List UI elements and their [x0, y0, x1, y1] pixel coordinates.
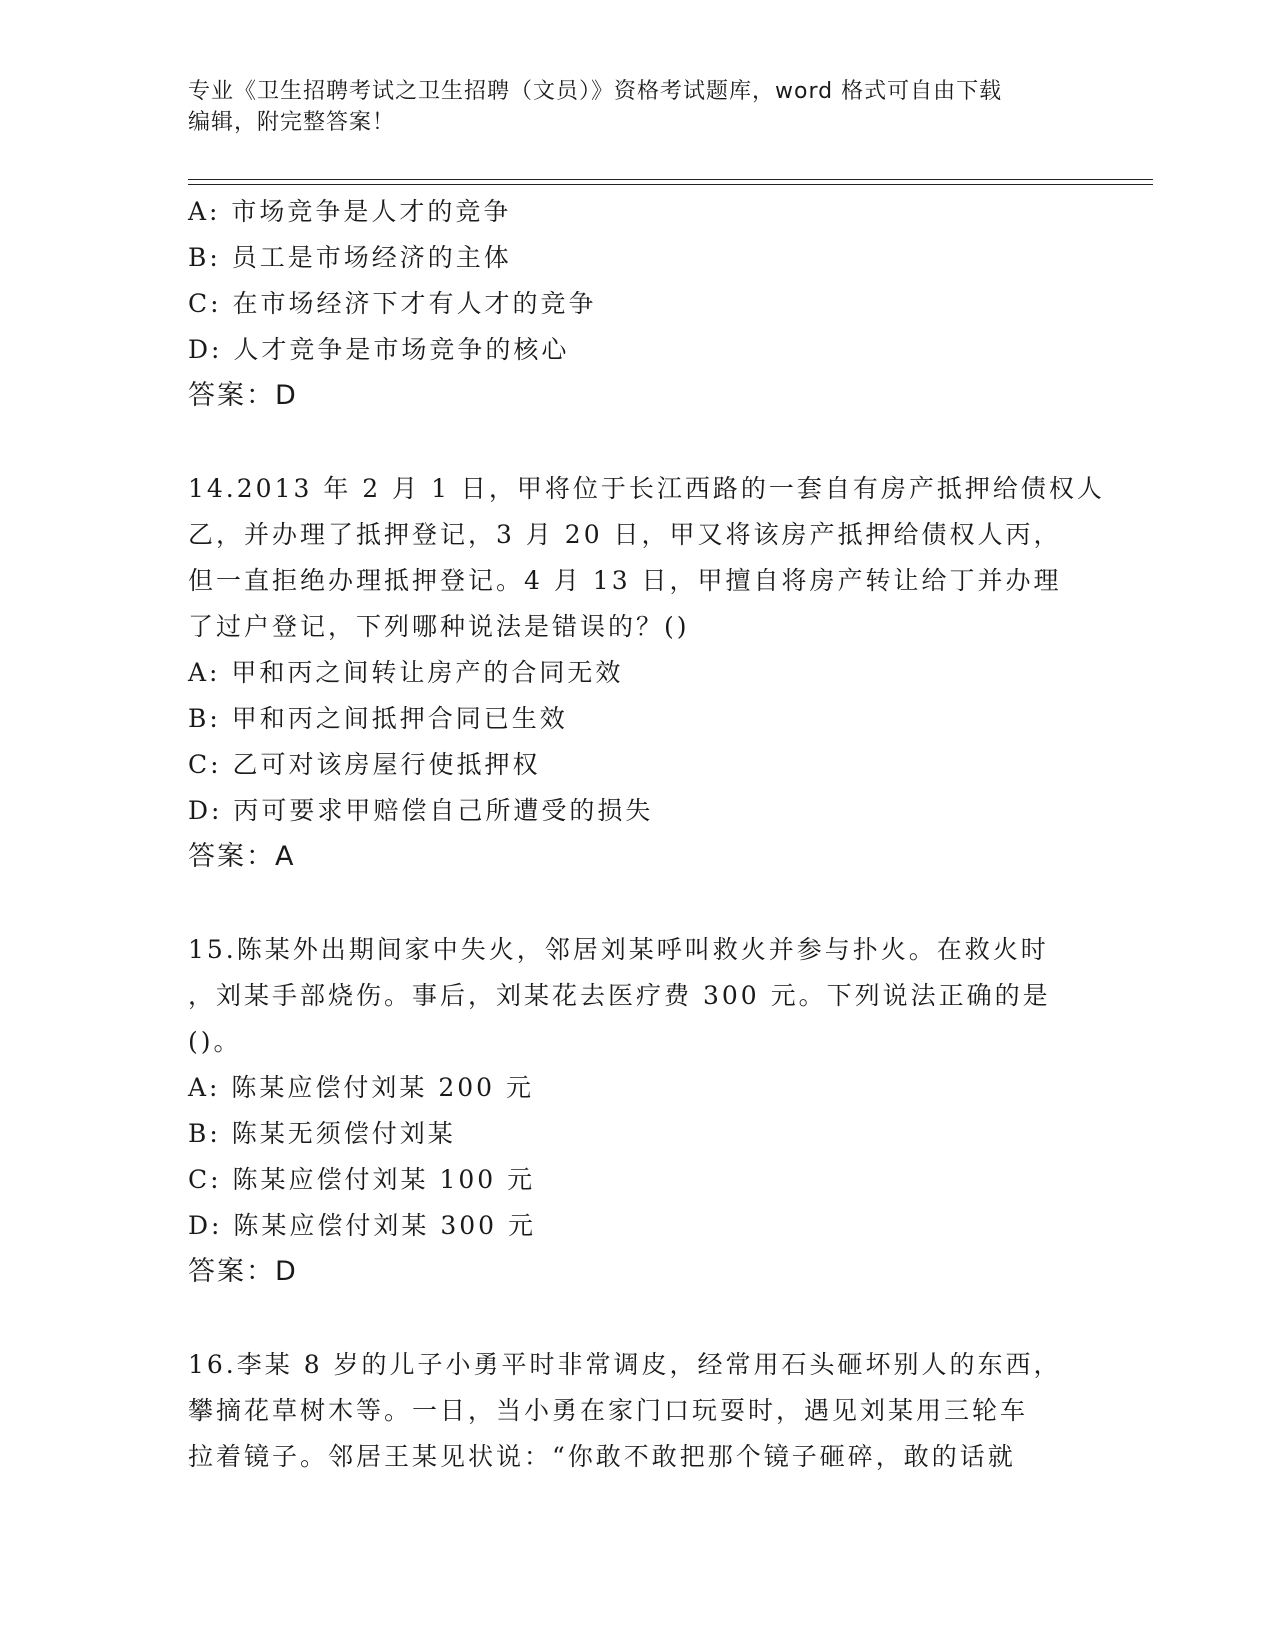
- answer: 答案：D: [188, 1256, 298, 1287]
- question-15: [188, 927, 1088, 1295]
- option-b: B: 甲和丙之间抵押合同已生效: [188, 704, 568, 733]
- option-c: C: 乙可对该房屋行使抵押权: [188, 750, 541, 779]
- option-b: B: 陈某无须偿付刘某: [188, 1119, 456, 1148]
- question-13: [188, 189, 1088, 419]
- answer: 答案：A: [188, 841, 296, 872]
- header-divider-top: [188, 179, 1153, 180]
- option-a: A: 甲和丙之间转让房产的合同无效: [188, 658, 624, 687]
- option-d: D: 人才竞争是市场竞争的核心: [188, 335, 570, 364]
- spacer: [188, 419, 1088, 466]
- question-text-line: 拉着镜子。邻居王某见状说：“你敢不敢把那个镜子砸碎，敢的话就: [188, 1442, 1016, 1471]
- option-c: C: 陈某应偿付刘某 100 元: [188, 1165, 536, 1194]
- document-body: [188, 189, 1105, 1480]
- question-text-line: 16.李某 8 岁的儿子小勇平时非常调皮，经常用石头砸坏别人的东西，: [188, 1350, 1062, 1379]
- option-d: D: 丙可要求甲赔偿自己所遭受的损失: [188, 796, 654, 825]
- option-b: B: 员工是市场经济的主体: [188, 243, 512, 272]
- question-text-line: 14.2013 年 2 月 1 日，甲将位于长江西路的一套自有房产抵押给债权人: [188, 474, 1105, 503]
- question-16: [188, 1342, 1088, 1480]
- option-a: A: 市场竞争是人才的竞争: [188, 197, 512, 226]
- header-line-2: 编辑，附完整答案！: [188, 110, 396, 135]
- question-text-line: 15.陈某外出期间家中失火，邻居刘某呼叫救火并参与扑火。在救火时: [188, 935, 1049, 964]
- question-14: [188, 466, 1105, 880]
- question-text-line: ()。: [188, 1027, 242, 1056]
- question-text-line: 了过户登记，下列哪种说法是错误的？(): [188, 612, 690, 641]
- option-c: C: 在市场经济下才有人才的竞争: [188, 289, 597, 318]
- spacer: [188, 880, 1088, 927]
- header-divider-bottom: [188, 184, 1153, 185]
- question-text-line: 乙，并办理了抵押登记，3 月 20 日，甲又将该房产抵押给债权人丙，: [188, 520, 1062, 549]
- option-d: D: 陈某应偿付刘某 300 元: [188, 1211, 537, 1240]
- header-line-1: 专业《卫生招聘考试之卫生招聘（文员）》资格考试题库，word 格式可自由下载: [188, 79, 1003, 104]
- option-a: A: 陈某应偿付刘某 200 元: [188, 1073, 535, 1102]
- question-text-line: 但一直拒绝办理抵押登记。4 月 13 日，甲擅自将房产转让给丁并办理: [188, 566, 1062, 595]
- question-text-line: 攀摘花草树木等。一日，当小勇在家门口玩耍时，遇见刘某用三轮车: [188, 1396, 1029, 1425]
- answer: 答案：D: [188, 380, 298, 411]
- question-text-line: ，刘某手部烧伤。事后，刘某花去医疗费 300 元。下列说法正确的是: [188, 981, 1051, 1010]
- document-header: [188, 76, 1088, 138]
- spacer: [188, 1295, 1088, 1342]
